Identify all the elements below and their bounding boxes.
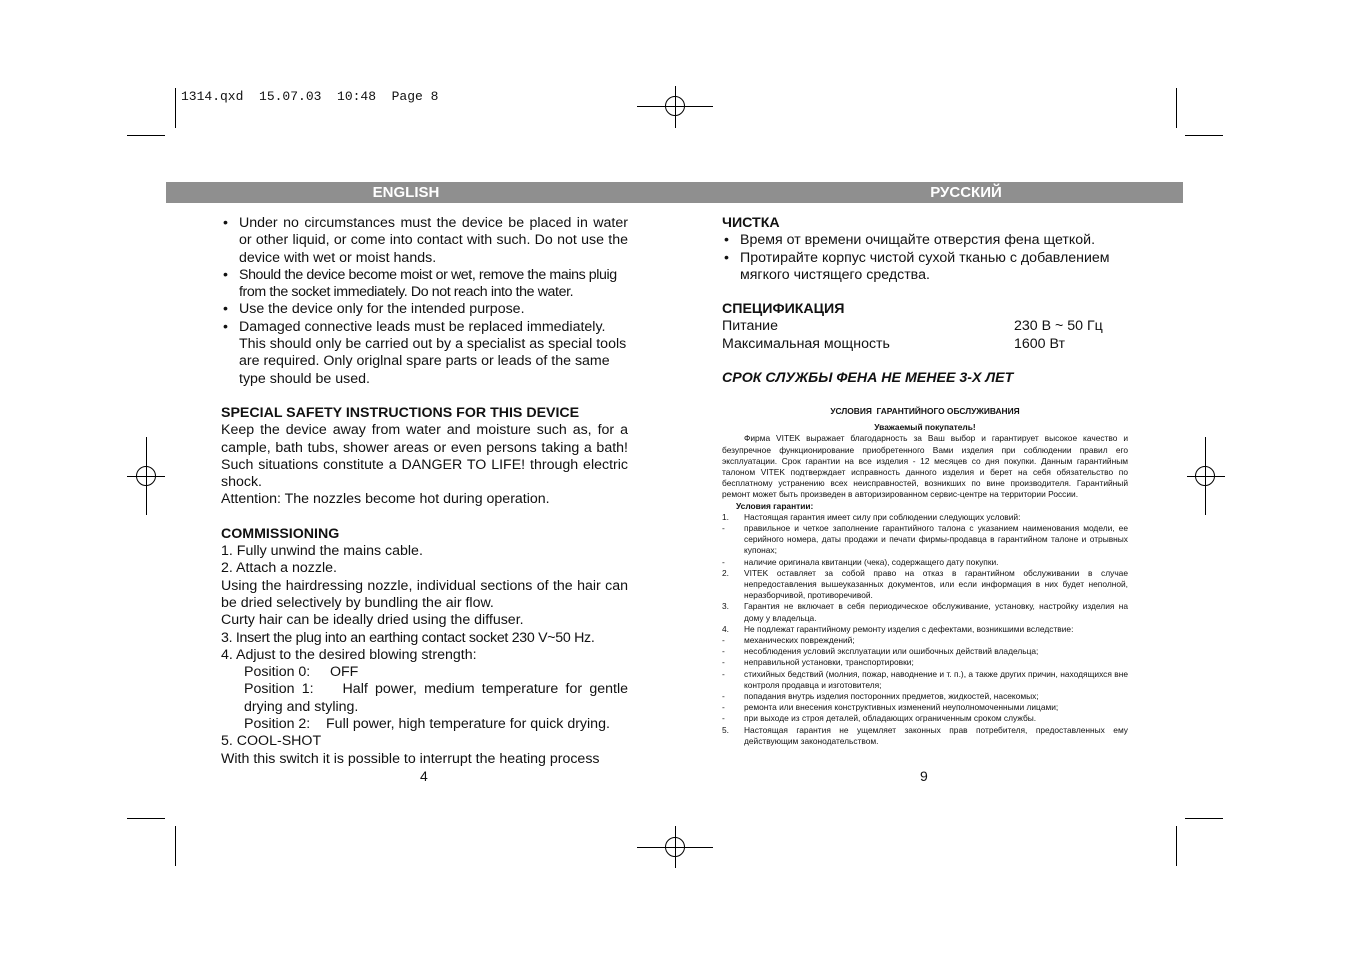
item-marker: -: [722, 523, 725, 534]
item-marker: 5.: [722, 724, 729, 735]
step-5: 5. COOL-SHOT: [221, 733, 322, 750]
step-2: 2. Attach a nozzle.: [221, 560, 337, 577]
item-text: наличие оригинала квитанции (чека), содержащего дату покупки.: [744, 556, 999, 567]
spec-key: Питание: [722, 318, 779, 335]
step-4: 4. Adjust to the desired blowing strength:: [221, 646, 477, 663]
item-text: неправильной установки, транспортировки;: [744, 657, 914, 668]
item-text: несоблюдения условий эксплуатации или ошибочных действий владельца;: [744, 646, 1039, 657]
item-text: VITEK оставляет за собой право на отказ в гарантийном обслуживании в случае непредоставления вышеуказанных документов, или если информация в них будет неполной, неразборчивой, противоречивой.: [744, 567, 1128, 601]
item-text: стихийных бедствий (молния, пожар, наводнение и т. п.), а также других причин, находящихся вне контроля продавца и изготовителя;: [744, 668, 1128, 690]
position-1: Position 1: Half power, medium temperature for gentle drying and styling.: [244, 681, 632, 715]
warranty-intro: Фирма VITEK выражает благодарность за Ваш выбор и гарантирует высокое качество и безупречное функционирование приобретенного Вами изделия при соблюдении правил его эксплуатации. Срок гарантии на все изделия - 12 месяцев со дня покупки. Данным гарантийным талоном VITEK подтверждает исправность данного изделия и берет на себя обязательство по бесплатному устранению всех неисправностей, возникших по вине производителя. Гарантийный ремонт может быть произведен в авторизированном сервис-центре на территории России.: [722, 433, 1128, 500]
warranty-item: [722, 512, 1128, 523]
warranty-item: [722, 624, 1128, 635]
warranty-item: [722, 601, 1128, 623]
item-marker: -: [722, 713, 725, 724]
item-marker: 1.: [722, 511, 729, 522]
item-text: правильное и четкое заполнение гарантийного талона с указанием наименования модели, ее серийного номера, даты продажи и печати фирмы-продавца в гарантийном талоне и отрывных купонах;: [744, 523, 1128, 556]
spec-value: 1600 Вт: [1014, 335, 1065, 352]
warranty-item: [722, 691, 1128, 702]
english-column: [221, 215, 632, 768]
item-marker: -: [722, 556, 725, 567]
item-text: Настоящая гарантия имеет силу при соблюдении следующих условий:: [744, 511, 1021, 522]
warranty-item: [722, 568, 1128, 602]
language-header-bar: [166, 182, 1183, 203]
position-0: Position 0: OFF: [244, 664, 359, 681]
cleaning-heading: ЧИСТКА: [722, 215, 780, 231]
item-marker: 3.: [722, 601, 729, 612]
item-text: механических повреждений;: [744, 635, 855, 646]
warranty-heading: УСЛОВИЯ ГАРАНТИЙНОГО ОБСЛУЖИВАНИЯ: [830, 406, 1020, 416]
warranty-section: [722, 406, 1128, 747]
dear-customer: Уважаемый покупатель!: [874, 422, 976, 433]
spec-heading: СПЕЦИФИКАЦИЯ: [722, 301, 845, 318]
russian-column: [722, 215, 1128, 387]
warranty-item: [722, 646, 1128, 657]
warranty-item: [722, 523, 1128, 557]
bullet-item: • Use the device only for the intended purpose.: [221, 301, 628, 318]
service-life-heading: СРОК СЛУЖБЫ ФЕНА НЕ МЕНЕЕ 3-Х ЛЕТ: [722, 370, 1014, 387]
item-marker: -: [722, 657, 725, 668]
item-text: попадания внутрь изделия посторонних предметов, жидкостей, насекомых;: [744, 691, 1039, 702]
bullet-item: • Damaged connective leads must be replaced immediately. This should only be carried out by a specialist as special tools are required. Only origlnal spare parts or leads of the same type should be used.: [221, 319, 628, 388]
nozzle-paragraph: Using the hairdressing nozzle, individual sections of the hair can be dried selectively by bundling the air flow.: [221, 577, 628, 611]
english-header: ENGLISH: [372, 184, 440, 201]
spec-row: [722, 318, 1128, 335]
step-3: 3. Insert the plug into an earthing contact socket 230 V~50 Hz.: [221, 629, 595, 646]
item-marker: -: [722, 691, 725, 702]
special-safety-heading: SPECIAL SAFETY INSTRUCTIONS FOR THIS DEVICE: [221, 404, 580, 421]
warranty-item: [722, 635, 1128, 646]
item-text: при выходе из строя деталей, обладающих ограниченным сроком службы.: [744, 713, 1037, 724]
step-1: 1. Fully unwind the mains cable.: [221, 543, 423, 560]
position-2: Position 2: Full power, high temperature for quick drying.: [244, 716, 610, 733]
item-marker: -: [722, 668, 725, 679]
item-marker: 4.: [722, 623, 729, 634]
item-marker: -: [722, 702, 725, 713]
commissioning-heading: COMMISSIONING: [221, 525, 340, 542]
item-marker: -: [722, 635, 725, 646]
warranty-item: [722, 657, 1128, 668]
spec-row: [722, 336, 1128, 353]
item-marker: -: [722, 646, 725, 657]
page-number-left: 4: [420, 768, 428, 784]
bullet-item: • Should the device become moist or wet, remove the mains pluig from the socket immediately. Do not reach into the water.: [221, 267, 628, 302]
bullet-item: • Under no circumstances must the device be placed in water or other liquid, or come into contact with such. Do not use the device with wet or moist hands.: [221, 215, 628, 267]
russian-header: РУССКИЙ: [930, 184, 1002, 201]
spec-value: 230 В ~ 50 Гц: [1014, 318, 1103, 335]
file-slug: 1314.qxd 15.07.03 10:48 Page 8: [181, 89, 439, 104]
bullet-item: • Время от времени очищайте отверстия фена щеткой.: [722, 232, 1128, 249]
warranty-item: [722, 725, 1128, 747]
item-text: ремонта или внесения конструктивных изменений неуполномоченными лицами;: [744, 702, 1059, 713]
warranty-item: [722, 702, 1128, 713]
attention-text: Attention: The nozzles become hot during operation.: [221, 491, 550, 508]
item-text: Не подлежат гарантийному ремонту изделия с дефектами, возникшими вследствие:: [744, 623, 1074, 634]
item-text: Настоящая гарантия не ущемляет законных прав потребителя, предоставленных ему действующим законодательством.: [744, 724, 1128, 746]
cool-shot-text: With this switch it is possible to interrupt the heating process: [221, 750, 600, 767]
special-safety-text: Keep the device away from water and moisture such as, for a cample, bath tubs, shower areas or even persons taking a bath! Such situations constitute a DANGER TO LIFE! through electric shock.: [221, 422, 628, 491]
item-marker: 2.: [722, 567, 729, 578]
spec-key: Максимальная мощность: [722, 335, 890, 352]
page-number-right: 9: [920, 768, 928, 784]
cleaning-bullets: [722, 232, 1128, 284]
bullet-item: • Протирайте корпус чистой сухой тканью с добавлением мягкого чистящего средства.: [722, 250, 1128, 285]
diffuser-paragraph: Curty hair can be ideally dried using the diffuser.: [221, 612, 524, 629]
safety-bullets: [221, 215, 628, 388]
warranty-item: [722, 669, 1128, 691]
warranty-item: [722, 713, 1128, 724]
conditions-heading: Условия гарантии:: [736, 500, 814, 511]
warranty-item: [722, 557, 1128, 568]
item-text: Гарантия не включает в себя периодическое обслуживание, установку, настройку изделия на дому у владельца.: [744, 601, 1128, 623]
